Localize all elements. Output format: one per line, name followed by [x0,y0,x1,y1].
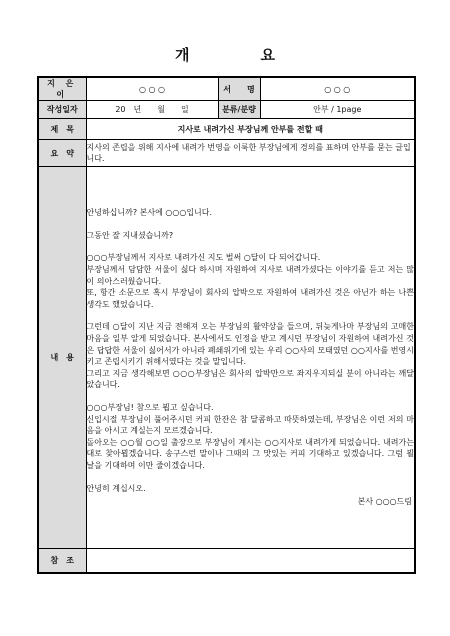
paragraph-gap [87,241,415,252]
letter-paragraphs [87,207,415,494]
overview-form [37,76,416,574]
content-row [38,167,415,549]
writer-label: 서 명 [218,77,260,101]
paragraph-gap [87,472,415,483]
letter-paragraph: 안녕하십니까? 본사에 ○○○입니다. [86,208,213,218]
letter-paragraph: 그런데 ○달이 지난 지금 전해져 오는 부장님의 활약상을 들으며, 뒤늦게나마 부장님의 고매한 마음을 일부 알게 되었습니다. 본사에서도 인정을 받고 계시던 부장님이 자원하여 내려가신 것은 답답한 서울이 싫어서가 아니라 폐쇄위기에 있는 우리 ○○사의 모태였던 ○○지사를 번영시키고 존립시키기 위해서였다는 것을 말입니다. [86,322,414,367]
letter-paragraph: 그동안 잘 지내셨습니까? [86,230,174,240]
subject-row [38,119,415,140]
date-label: 작성일자 [38,101,86,119]
category-label: 분류/분량 [218,101,260,119]
letter-paragraph: ○○○부장님! 참으로 뵙고 싶습니다. [86,402,214,412]
subject-label: 제 목 [38,119,86,140]
letter-paragraph: 부장님께서 담담한 서울이 싫다 하시며 자원하여 지사로 내려가셨다는 이야기를 듣고 저는 많이 의아스러웠습니다. [86,265,414,286]
letter-paragraph: 신입시절 부장님이 풀어주시던 커피 한잔은 참 달콤하고 따뜻하였는데, 부장님은 이런 저의 마음을 아시고 계실는지 모르겠습니다. [86,414,414,436]
reference-row [38,549,415,573]
letter-paragraph: 돌아오는 ○○월 ○○일 출장으로 부장님이 계시는 ○○지사로 내려가게 되었습니다. 내려가는 대로 찾아뵙겠습니다. 송구스런 말이나 그때의 그 맛있는 커피 기대하고 있겠습니다. 그럼 뵐 날을 기대하며 이만 줄이겠습니다. [86,437,414,470]
letter-paragraph: ○○○부장님께서 지사로 내려가신 지도 벌써 ○달이 다 되어갑니다. [86,253,321,263]
reference-value[interactable] [86,549,415,573]
letter-paragraph: 그리고 지금 생각해보면 ○○○부장님은 회사의 압박만으로 좌지우지되실 분이 아니라는 깨달았습니다. [86,368,414,390]
author-row [38,77,415,101]
summary-value[interactable]: 지사의 존립을 위해 지사에 내려가 번영을 이룩한 부장님에게 경의를 표하며 안부를 묻는 글입니다. [86,140,415,167]
date-row [38,101,415,119]
author-label: 지 은 이 [38,77,86,101]
subject-value[interactable]: 지사로 내려가신 부장님께 안부를 전할 때 [86,119,415,140]
page-title: 개 요 [175,46,303,64]
author-value[interactable]: ○ ○ ○ [86,77,218,101]
letter-paragraph: 안녕히 계십시오. [86,483,146,493]
category-value[interactable]: 안부 / 1page [260,101,415,119]
letter-body[interactable] [86,167,415,549]
date-value[interactable]: 20 년 월 일 [86,101,218,119]
writer-value[interactable]: ○ ○ ○ [260,77,415,101]
reference-label: 참 조 [38,549,86,573]
paragraph-gap [87,310,415,321]
signature: 본사 ○○○드림 [357,497,412,507]
summary-row [38,140,415,167]
paragraph-gap [87,391,415,402]
content-label: 내 용 [38,167,86,549]
summary-label: 요 약 [38,140,86,167]
paragraph-gap [87,219,415,230]
letter-paragraph: 또, 항간 소문으로 혹시 부장님이 회사의 압박으로 자원하여 내려가신 것은 아닌가 하는 나쁜 생각도 했었습니다. [86,288,414,309]
